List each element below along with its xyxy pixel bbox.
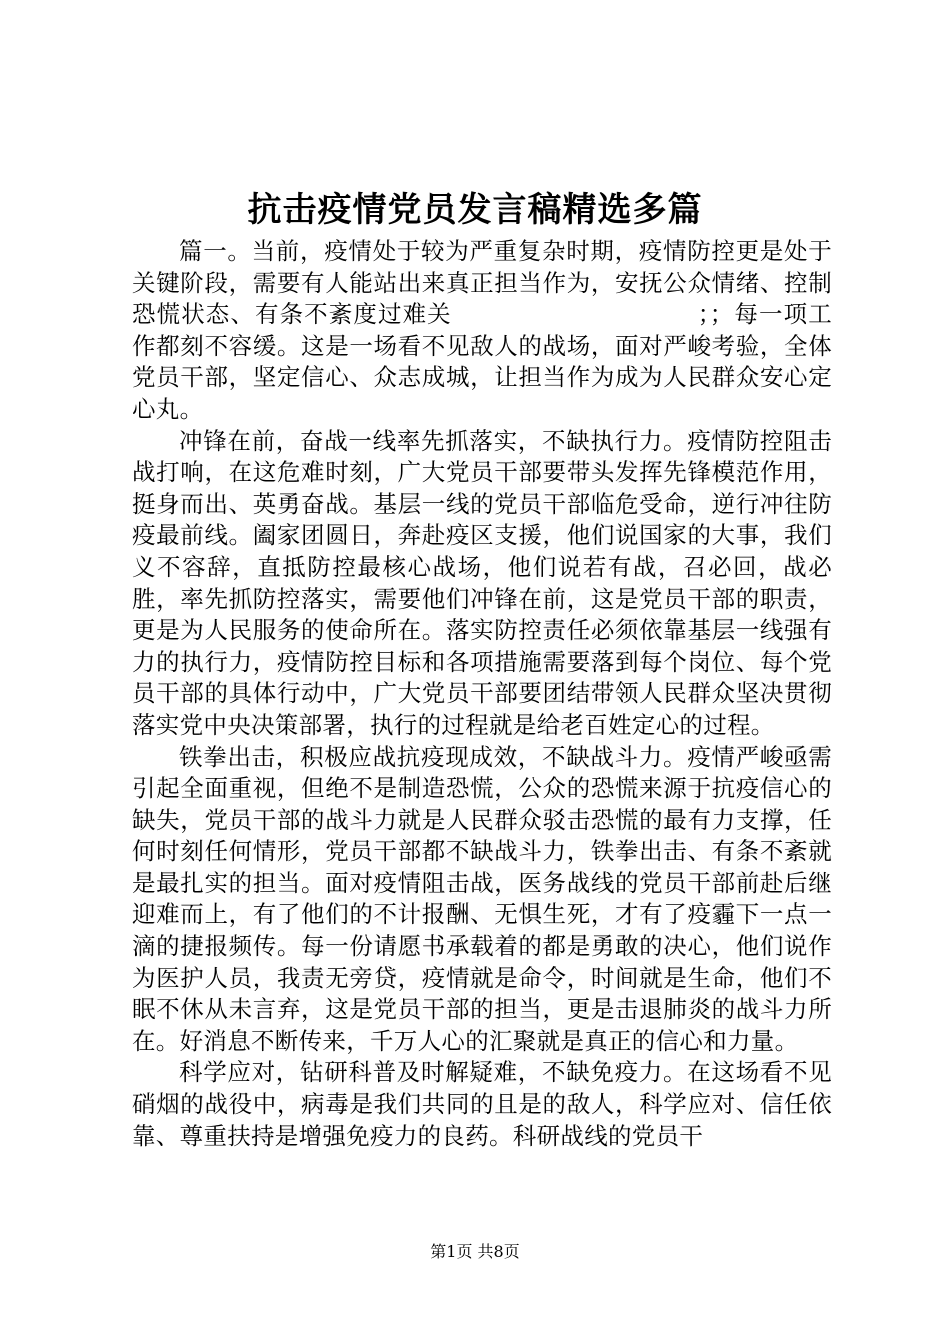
page-number-footer: 第1页 共8页 (430, 1242, 520, 1261)
document-body (132, 236, 832, 1152)
paragraph-3: 铁拳出击，积极应战抗疫现成效，不缺战斗力。疫情严峻亟需引起全面重视，但绝不是制造恐慌，公众的恐慌来源于抗疫信心的缺失，党员干部的战斗力就是人民群众驳击恐慌的最有力支撑，任何时刻任何情形，党员干部都不缺战斗力，铁拳出击、有条不紊就是最扎实的担当。面对疫情阻击战，医务战线的党员干部前赴后继迎难而上，有了他们的不计报酬、无惧生死，才有了疫霾下一点一滴的捷报频传。每一份请愿书承载着的都是勇敢的决心，他们说作为医护人员，我责无旁贷，疫情就是命令，时间就是生命，他们不眠不休从未言弃，这是党员干部的担当，更是击退肺炎的战斗力所在。好消息不断传来，千万人心的汇聚就是真正的信心和力量。 (132, 742, 832, 1055)
paragraph-4: 科学应对，钻研科普及时解疑难，不缺免疫力。在这场看不见硝烟的战役中，病毒是我们共同的且是的敌人，科学应对、信任依靠、尊重扶持是增强免疫力的良药。科研战线的党员干 (132, 1058, 832, 1150)
document-title: 抗击疫情党员发言稿精选多篇 (247, 190, 703, 230)
paragraph-2: 冲锋在前，奋战一线率先抓落实，不缺执行力。疫情防控阻击战打响，在这危难时刻，广大党员干部要带头发挥先锋模范作用，挺身而出、英勇奋战。基层一线的党员干部临危受命，逆行冲往防疫最前线。阖家团圆日，奔赴疫区支援，他们说国家的大事，我们义不容辞，直抵防控最核心战场，他们说若有战，召必回，战必胜，率先抓防控落实，需要他们冲锋在前，这是党员干部的职责，更是为人民服务的使命所在。落实防控责任必须依靠基层一线强有力的执行力，疫情防控目标和各项措施需要落到每个岗位、每个党员干部的具体行动中，广大党员干部要团结带领人民群众坚决贯彻落实党中央决策部署，执行的过程就是给老百姓定心的过程。 (132, 426, 832, 739)
paragraph-1: 篇一。当前，疫情处于较为严重复杂时期，疫情防控更是处于关键阶段，需要有人能站出来真正担当作为，安抚公众情绪、控制恐慌状态、有条不紊度过难关 ；；每一项工作都刻不容缓。这是一场看不见敌人的战场，面对严峻考验，全体党员干部，坚定信心、众志成城，让担当作为成为人民群众安心定心丸。 (132, 237, 832, 423)
